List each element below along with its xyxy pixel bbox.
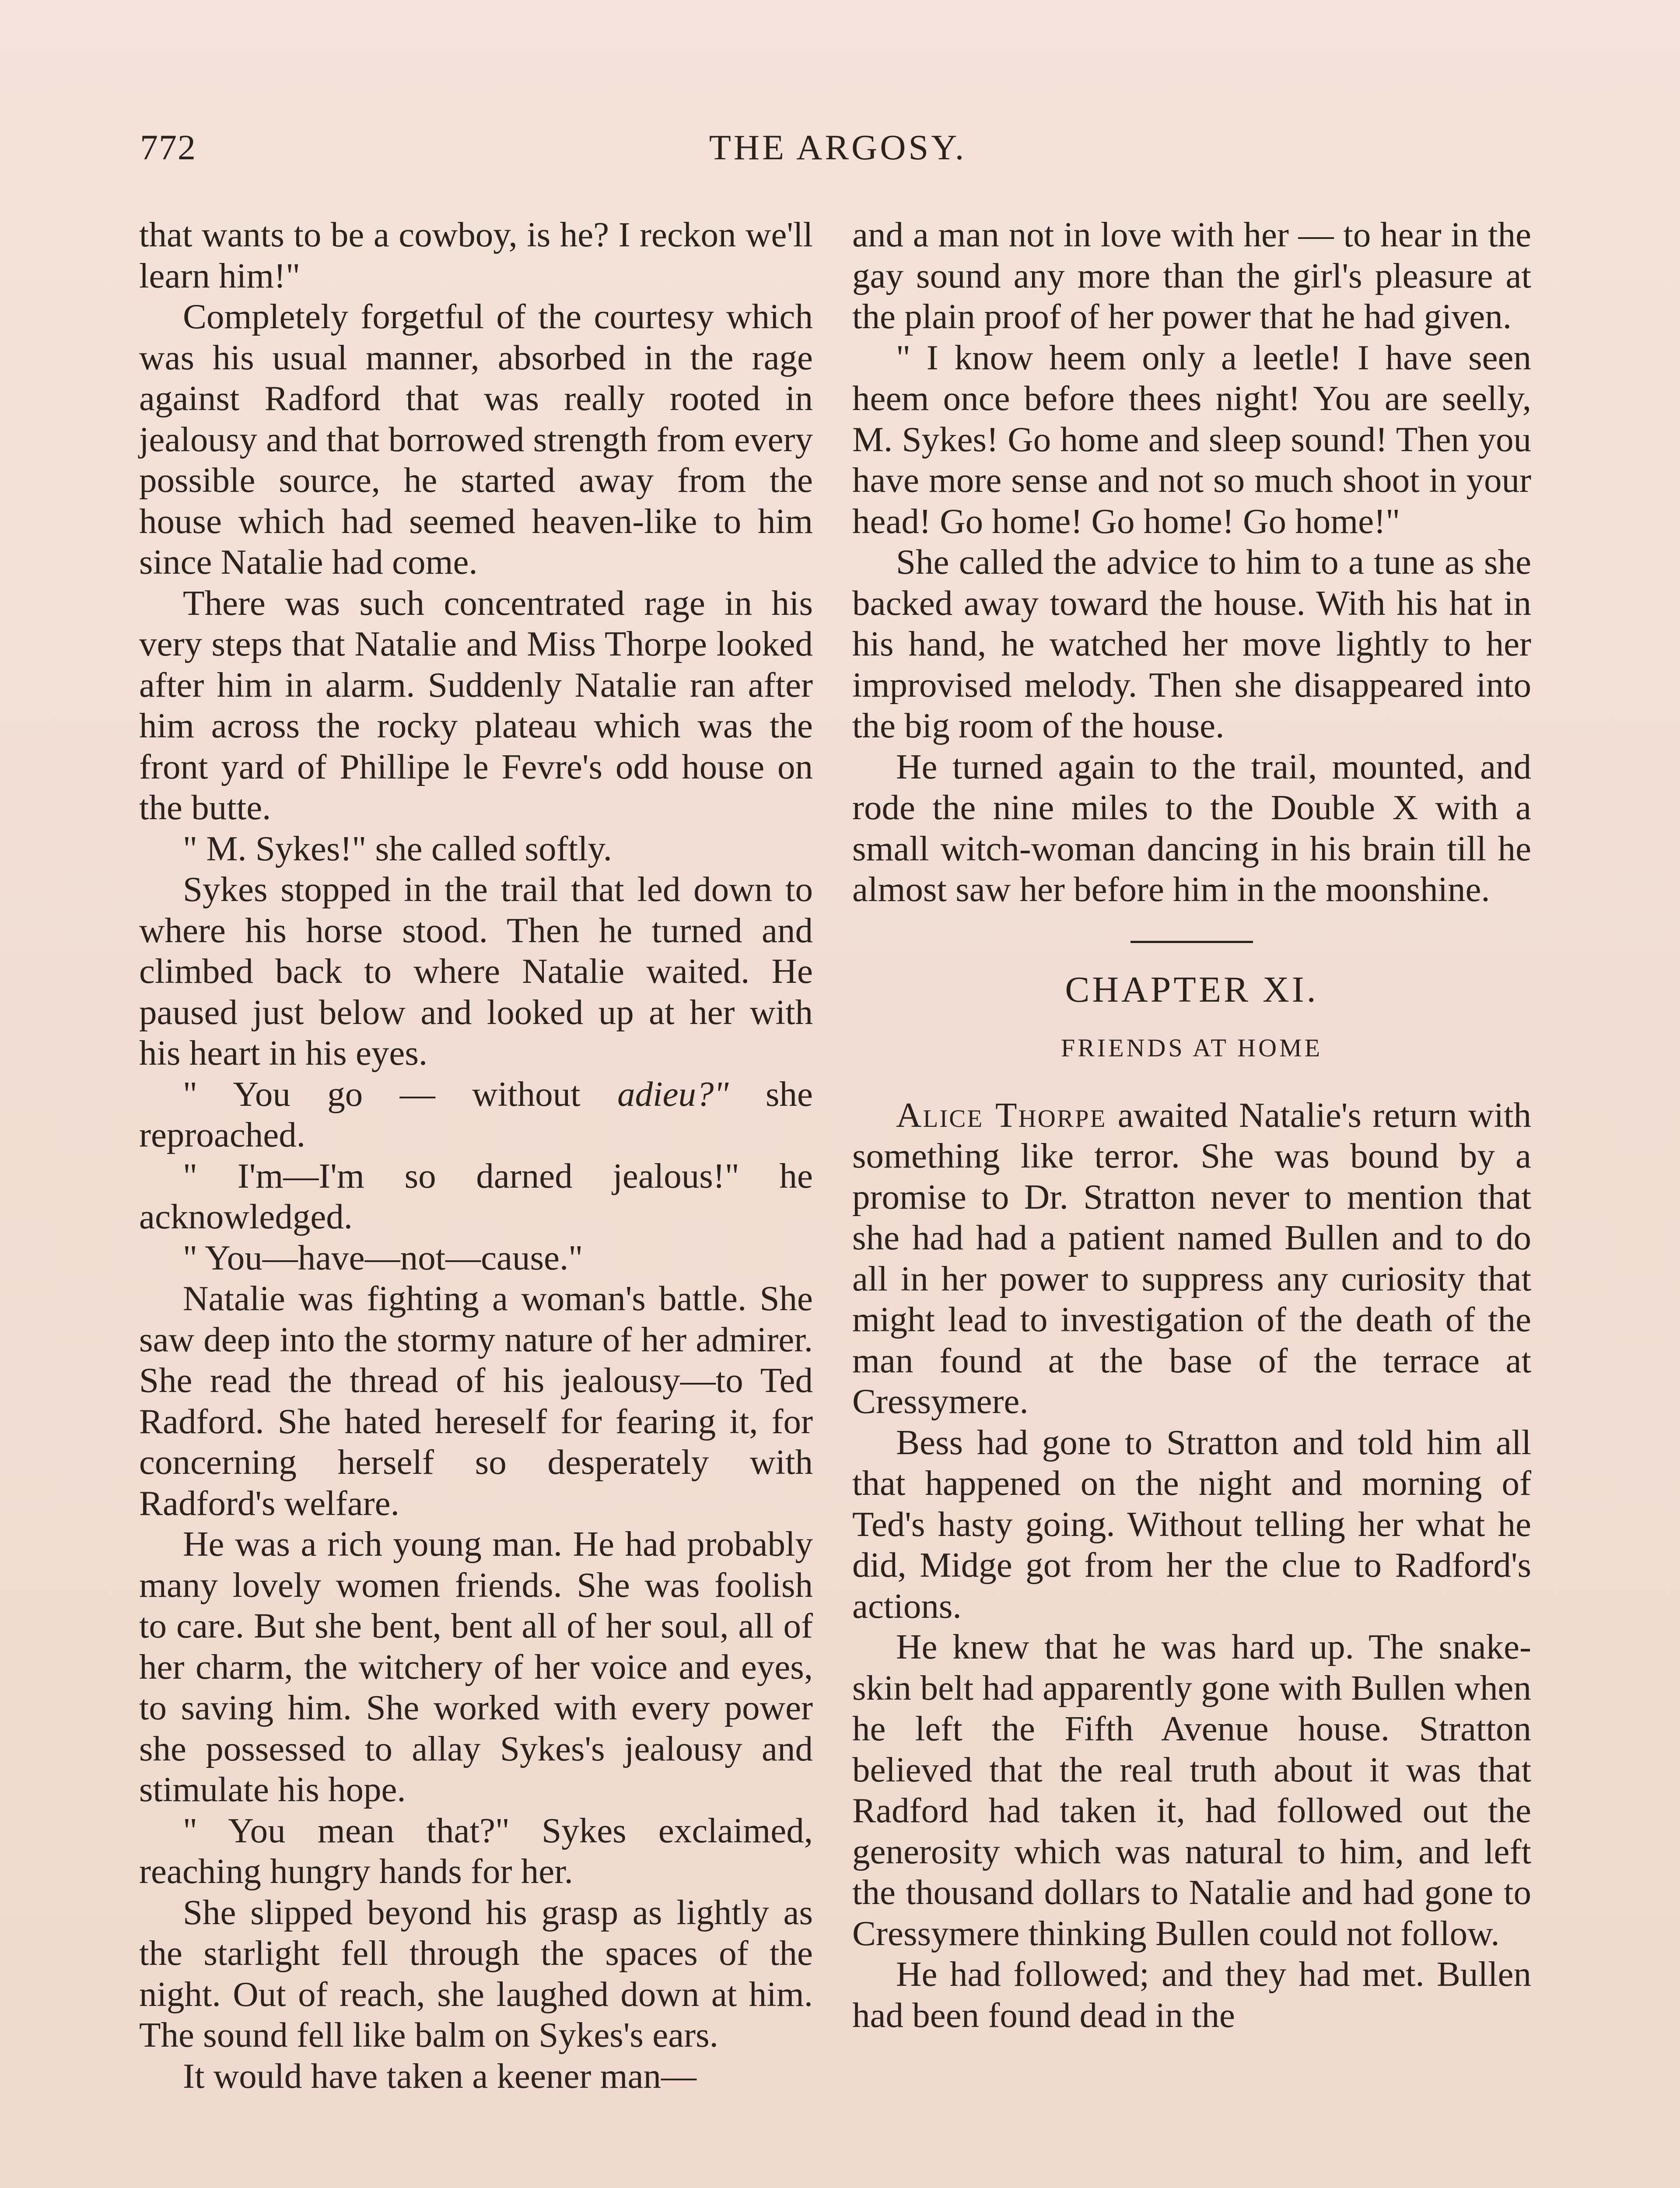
paragraph — [852, 1095, 1531, 1422]
section-divider — [1130, 941, 1253, 943]
dialogue-text: " You go — without — [183, 1074, 618, 1114]
paragraph — [139, 1074, 813, 1156]
paragraph: that wants to be a cowboy, is he? I reckon we'll learn him!" — [139, 215, 813, 295]
paragraph: Completely forgetful of the courtesy which was his usual manner, absorbed in the rage against Radford that was really rooted in jealousy and that borrowed strength from every possible source, he started away from the house which had seemed heaven-like to him since Natalie had come. — [139, 297, 813, 582]
paragraph: Sykes stopped in the trail that led down to where his horse stood. Then he turned and climbed back to where Natalie waited. He paused just below and looked up at her with his heart in his eyes. — [139, 870, 813, 1073]
paragraph: and a man not in love with her — to hear in the gay sound any more than the girl's pleasure at the plain proof of her power that he had given. — [852, 215, 1531, 336]
page-number: 772 — [140, 127, 196, 167]
paragraph: He was a rich young man. He had probably many lovely women friends. She was foolish to care. But she bent, bent all of her soul, all of her charm, the witchery of her voice and eyes, to saving him. She worked with every power she possessed to allay Sykes's jealousy and stimulate his hope. — [139, 1524, 813, 1809]
running-title: THE ARGOSY. — [709, 127, 967, 167]
paragraph: " M. Sykes!" she called softly. — [183, 828, 612, 868]
paragraph: She slipped beyond his grasp as lightly as the starlight fell through the spaces of the night. Out of reach, she laughed down at him. The sound fell like balm on Sykes's ears. — [139, 1892, 813, 2055]
chapter-title: CHAPTER XI. — [1065, 969, 1319, 1010]
chapter-subtitle: FRIENDS AT HOME — [1060, 1034, 1323, 1062]
paragraph: He turned again to the trail, mounted, and rode the nine miles to the Double X with a small witch-woman dancing in his brain till he almost saw her before him in the moonshine. — [852, 747, 1531, 909]
paragraph: " I know heem only a leetle! I have seen heem once before thees night! You are seelly, M. Sykes! Go home and sleep sound! Then you have more sense and not so much shoot in your head! Go home! Go home! Go home!" — [852, 337, 1531, 541]
left-column — [139, 214, 813, 2097]
lead-name: Alice Thorpe — [896, 1095, 1107, 1135]
paragraph: " You—have—not—cause." — [183, 1238, 583, 1277]
paragraph: He had followed; and they had met. Bullen had been found dead in the — [852, 1954, 1531, 2035]
dialogue-text: she reproached. — [139, 1074, 813, 1154]
paragraph: Natalie was fighting a woman's battle. She saw deep into the stormy nature of her admirer. She read the thread of his jealousy—to Ted Radford. She hated hereself for fearing it, for concerning herself so desperately with Radford's welfare. — [139, 1279, 813, 1523]
page-header — [140, 127, 1536, 179]
paragraph: Bess had gone to Stratton and told him all that happened on the night and morning of Ted's hasty going. Without telling her what he did, Midge got from her the clue to Radford's actions. — [852, 1422, 1531, 1626]
paragraph: " You mean that?" Sykes exclaimed, reaching hungry hands for her. — [139, 1810, 813, 1891]
paragraph: She called the advice to him to a tune as she backed away toward the house. With his hat in his hand, he watched her move lightly to her improvised melody. Then she disappeared into the big room of the house. — [852, 542, 1531, 745]
paragraph: It would have taken a keener man— — [183, 2056, 697, 2096]
paragraph-text: awaited Natalie's return with something like terror. She was bound by a promise to Dr. Stratton never to mention that she had had a patient named Bullen and to do all in her power to suppress any curiosity that might lead to investigation of the death of the man found at the base of the terrace at Cressymere. — [852, 1095, 1531, 1421]
paragraph: He knew that he was hard up. The snake-skin belt had apparently gone with Bullen when he left the Fifth Avenue house. Stratton believed that the real truth about it was that Radford had taken it, had followed out the generosity which was natural to him, and left the thousand dollars to Natalie and had gone to Cressymere thinking Bullen could not follow. — [852, 1627, 1531, 1953]
italic-word: adieu?" — [617, 1074, 729, 1114]
paragraph: There was such concentrated rage in his very steps that Natalie and Miss Thorpe looked after him in alarm. Suddenly Natalie ran after him across the rocky plateau which was the front yard of Phillipe le Fevre's odd house on the butte. — [139, 583, 813, 827]
paragraph: " I'm—I'm so darned jealous!" he acknowledged. — [139, 1156, 813, 1236]
right-column — [852, 214, 1531, 2036]
